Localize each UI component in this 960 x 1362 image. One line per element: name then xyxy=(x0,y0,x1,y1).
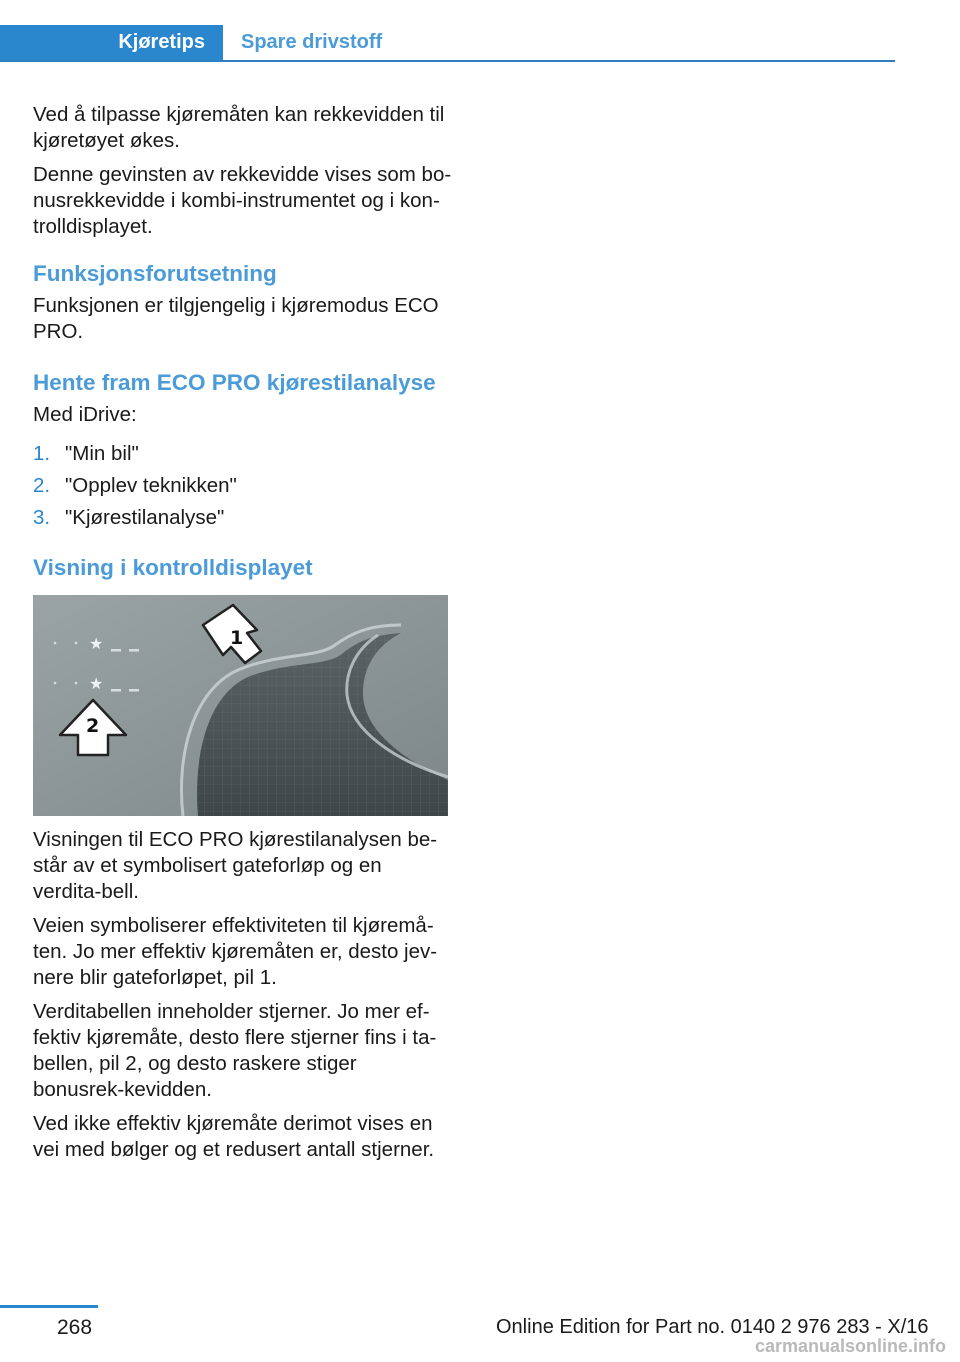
svg-text:★: ★ xyxy=(89,634,104,653)
paragraph-value-table: Verditabellen inneholder stjerner. Jo mer ef-fektiv kjøremåte, desto flere stjerner fins i ta-bellen, pil 2, og desto raskere stiger bonusrek-kevidden. xyxy=(33,1000,437,1101)
edition-note: Online Edition for Part no. 0140 2 976 283 - X/16 xyxy=(496,1316,929,1338)
list-text: "Min bil" xyxy=(65,442,139,465)
list-number: 2. xyxy=(33,474,51,497)
tab-chapter[interactable]: Kjøretips xyxy=(0,25,223,60)
paragraph-requirement: Funksjonen er tilgjengelig i kjøremodus ECO PRO. xyxy=(33,294,439,343)
footer-rule xyxy=(0,1305,98,1308)
watermark: carmanualsonline.info xyxy=(754,1336,946,1356)
svg-text:1: 1 xyxy=(230,627,244,649)
list-number: 1. xyxy=(33,442,51,465)
list-number: 3. xyxy=(33,506,51,529)
list-text: "Opplev teknikken" xyxy=(65,474,237,497)
paragraph-intro: Ved å tilpasse kjøremåten kan rekkevidden til kjøretøyet økes. xyxy=(33,103,445,152)
heading-function-requirement: Funksjonsforutsetning xyxy=(33,261,277,286)
svg-text:★: ★ xyxy=(89,674,104,693)
heading-display: Visning i kontrolldisplayet xyxy=(33,555,313,580)
eco-pro-display-illustration xyxy=(33,595,448,816)
paragraph-idrive: Med iDrive: xyxy=(33,403,137,426)
paragraph-inefficient: Ved ikke effektiv kjøremåte derimot vises en vei med bølger og et redusert antall stjerner. xyxy=(33,1112,435,1161)
tab-section[interactable]: Spare drivstoff xyxy=(241,31,383,53)
heading-open-analysis: Hente fram ECO PRO kjørestilanalyse xyxy=(33,370,436,395)
page-number: 268 xyxy=(57,1316,93,1339)
list-text: "Kjørestilanalyse" xyxy=(65,506,225,529)
paragraph-bonus-range: Denne gevinsten av rekkevidde vises som bo-nusrekkevidde i kombi-instrumentet og i kon-trolldisplayet. xyxy=(33,163,452,238)
chapter-tab-bar xyxy=(0,25,895,62)
paragraph-road-efficiency: Veien symboliserer effektiviteten til kjøremå-ten. Jo mer effektiv kjøremåten er, desto jev-nere blir gateforløpet, pil 1. xyxy=(33,914,438,989)
paragraph-view-description: Visningen til ECO PRO kjørestilanalysen be-står av et symbolisert gateforløp og en verdita-bell. xyxy=(33,828,438,903)
svg-text:2: 2 xyxy=(86,715,100,737)
